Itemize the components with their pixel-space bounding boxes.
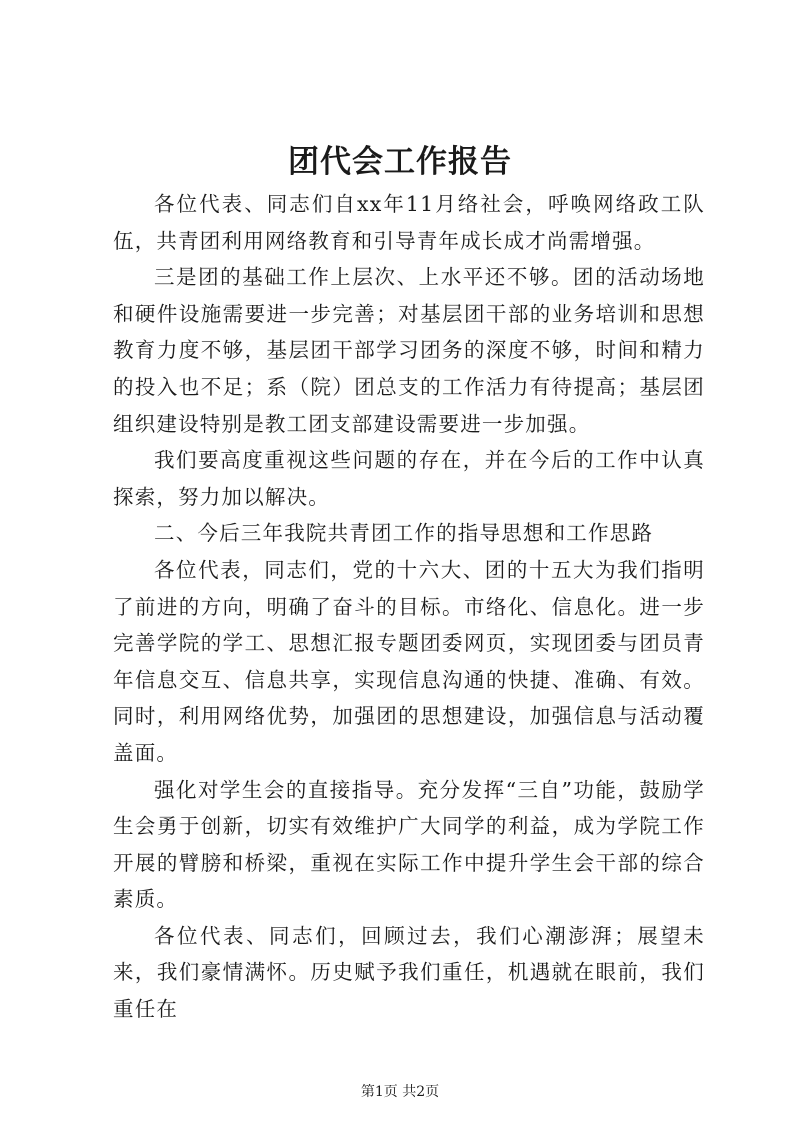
- paragraph-5: 强化对学生会的直接指导。充分发挥“三自”功能，鼓励学生会勇于创新，切实有效维护广大同学的利益，成为学院工作开展的臂膀和桥梁，重视在实际工作中提升学生会干部的综合素质。: [113, 777, 705, 912]
- section-heading: 二、今后三年我院共青团工作的指导思想和工作思路: [154, 521, 654, 546]
- paragraph-2: 三是团的基础工作上层次、上水平还不够。团的活动场地和硬件设施需要进一步完善；对基层团干部的业务培训和思想教育力度不够，基层团干部学习团务的深度不够，时间和精力的投入也不足；系（院）团总支的工作活力有待提高；基层团组织建设特别是教工团支部建设需要进一步加强。: [113, 265, 705, 436]
- paragraph-4: 各位代表，同志们，党的十六大、团的十五大为我们指明了前进的方向，明确了奋斗的目标。市络化、信息化。进一步完善学院的学工、思想汇报专题团委网页，实现团委与团员青年信息交互、信息共享，实现信息沟通的快捷、准确、有效。同时，利用网络优势，加强团的思想建设，加强信息与活动覆盖面。: [113, 557, 705, 765]
- paragraph-3: 我们要高度重视这些问题的存在，并在今后的工作中认真探索，努力加以解决。: [113, 448, 705, 509]
- document-body: [113, 186, 705, 1028]
- document-title: 团代会工作报告: [288, 144, 512, 180]
- paragraph-1: 各位代表、同志们自xx年11月络社会，呼唤网络政工队伍，共青团利用网络教育和引导青年成长成才尚需增强。: [113, 192, 705, 253]
- paragraph-6: 各位代表、同志们，回顾过去，我们心潮澎湃；展望未来，我们豪情满怀。历史赋予我们重任，机遇就在眼前，我们重任在: [113, 923, 705, 1022]
- page-footer: 第1页 共2页: [360, 1084, 440, 1100]
